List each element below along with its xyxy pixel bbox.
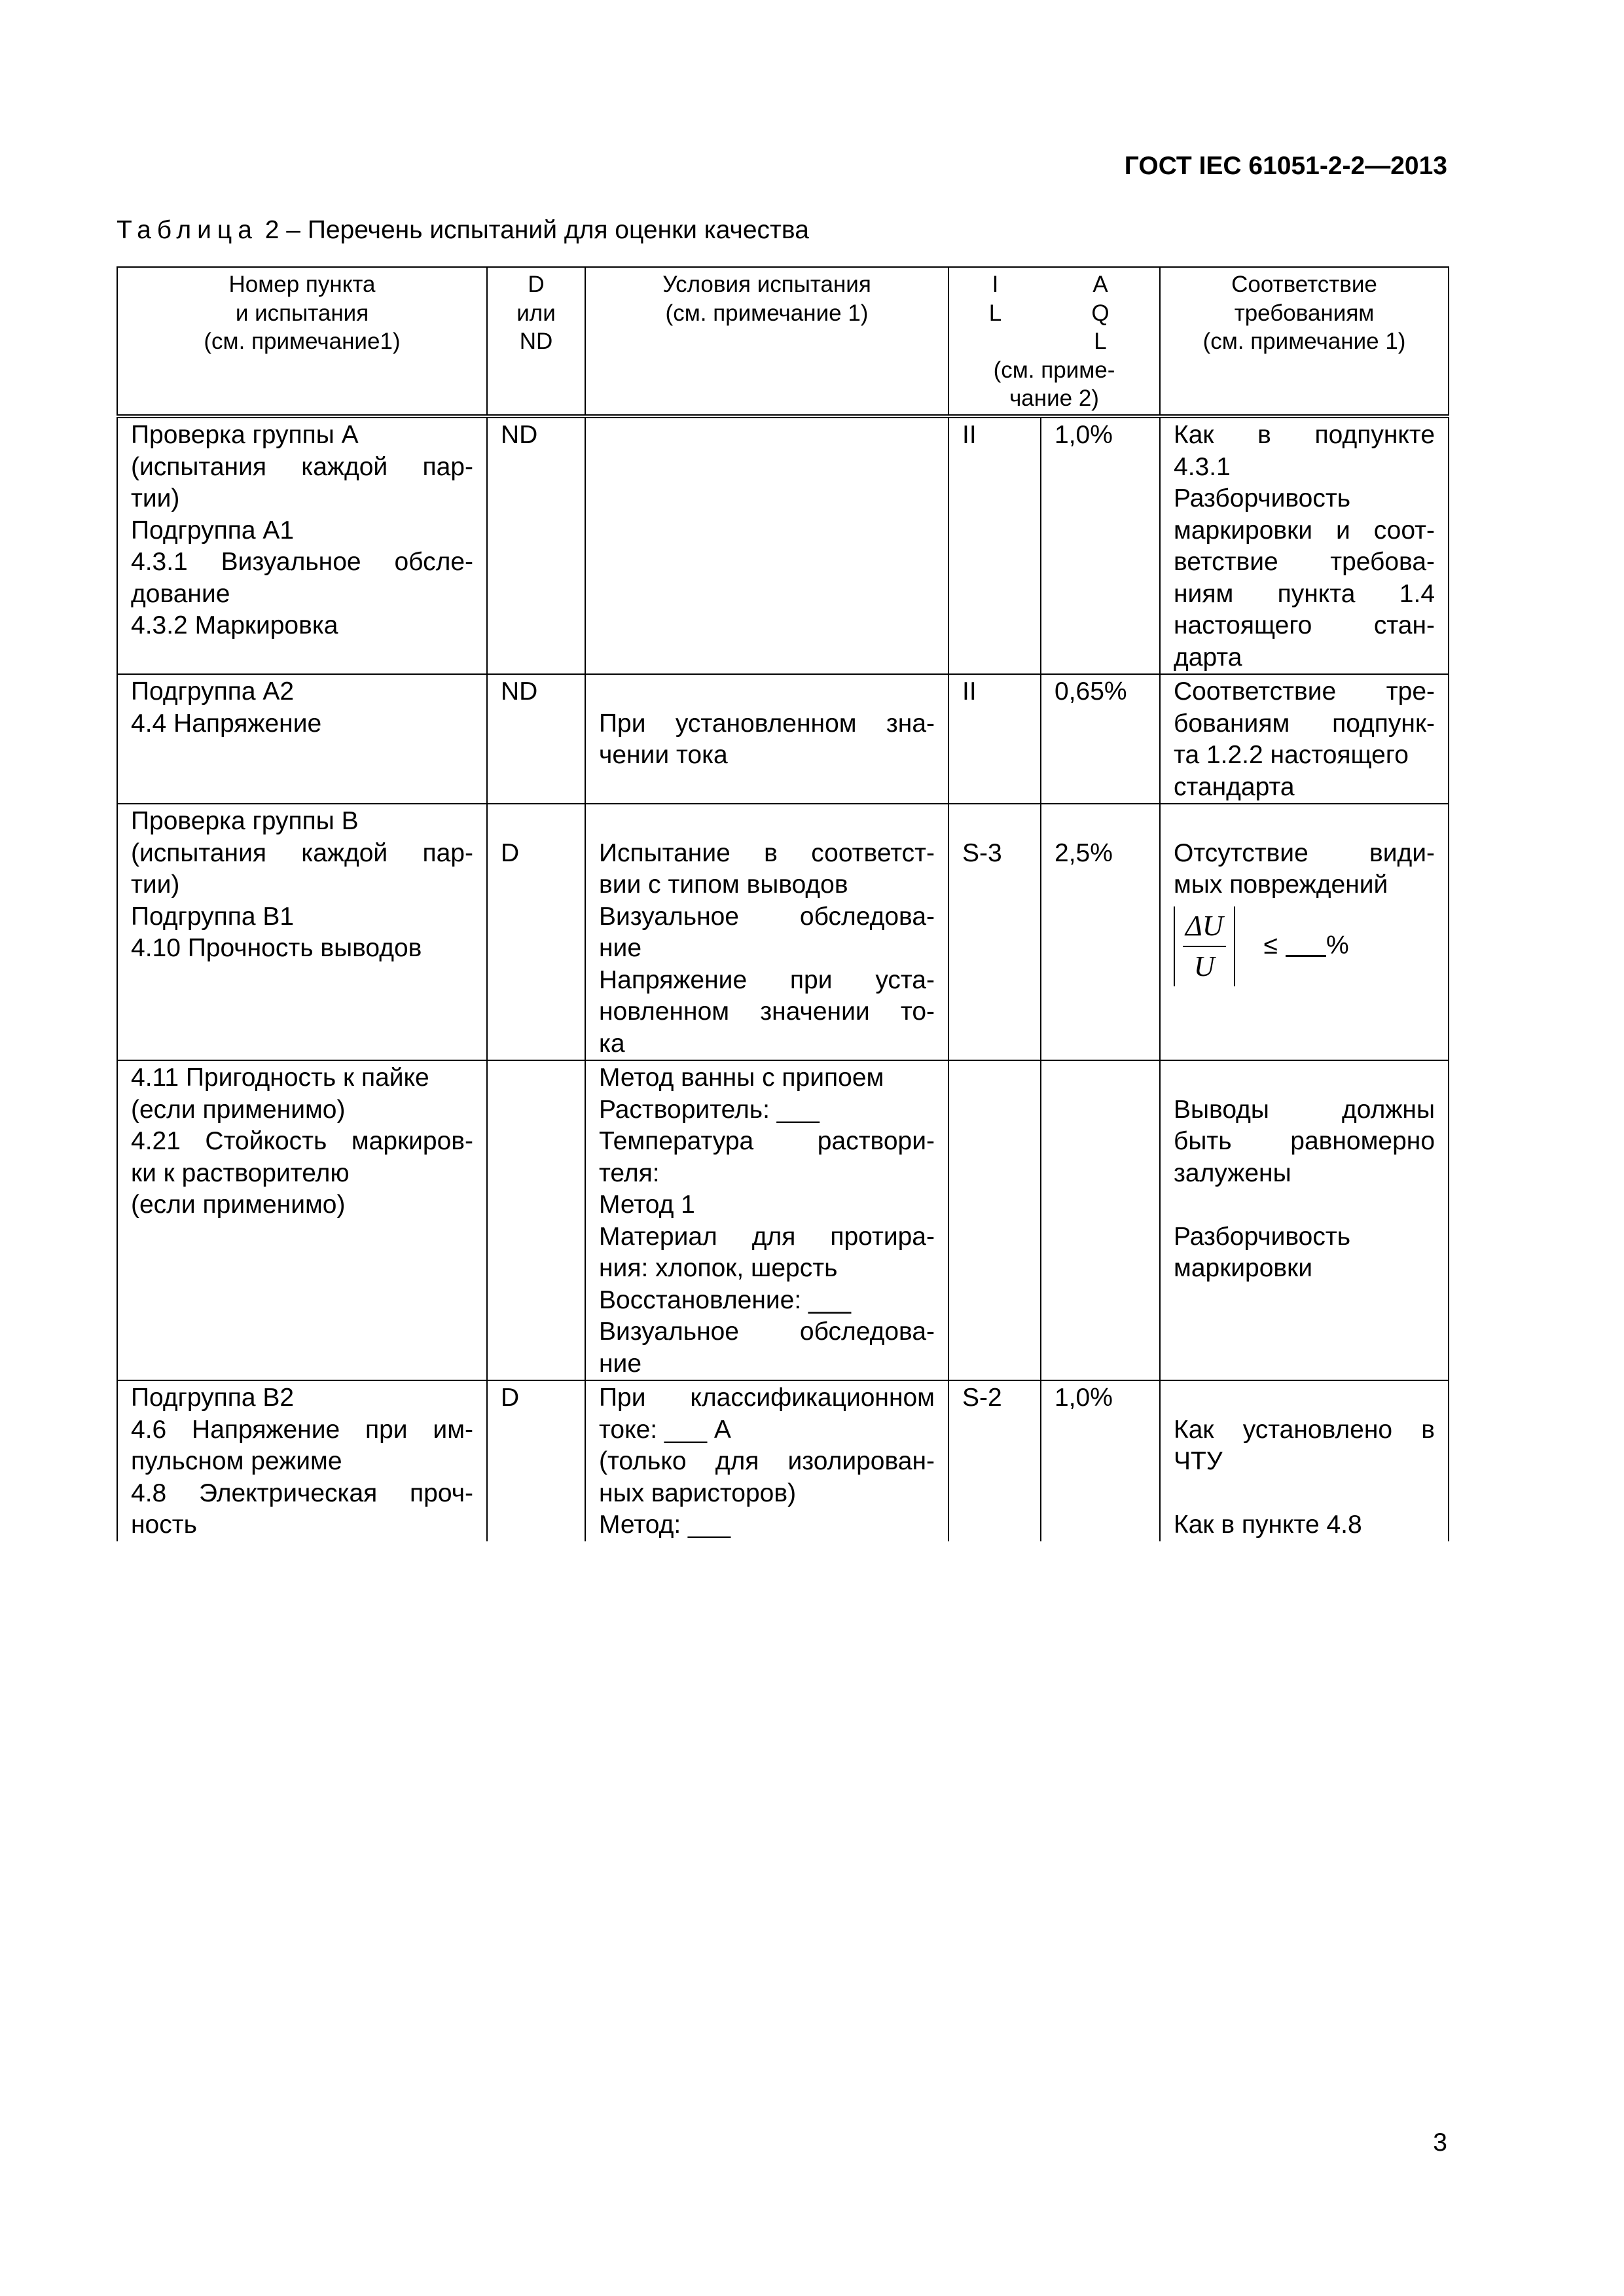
cell-line: При установленном зна- (599, 709, 935, 738)
cell-line: ных варисторов) (599, 1479, 797, 1507)
cell-line: ка (599, 1029, 625, 1058)
cell-compliance (1160, 674, 1449, 804)
cell-line: стандарта (1174, 772, 1295, 801)
cell-line: Испытание в соответст- (599, 838, 935, 867)
cell-line: Подгруппа А1 (131, 516, 295, 545)
cell-line: быть равномерно (1174, 1127, 1435, 1155)
cell-il: S-2 (948, 1380, 1041, 1541)
cell-conditions (585, 416, 948, 674)
cell-item (117, 804, 487, 1060)
cell-line: Материал для протира- (599, 1222, 935, 1251)
cell-aql (1041, 1060, 1160, 1380)
cell-line: дарта (1174, 643, 1242, 672)
cell-line: (испытания каждой пар- (131, 838, 473, 867)
cell-line: 2,5% (1055, 838, 1113, 867)
cell-line: Метод ванны с припоем (599, 1064, 884, 1092)
table-caption-label: Таблица (117, 216, 258, 244)
cell-d-nd: D (487, 1380, 585, 1541)
table-row (117, 416, 1449, 674)
cell-compliance (1160, 804, 1449, 1060)
cell-line: (если применимо) (131, 1191, 346, 1219)
header-line: (см. примечание 1) (665, 300, 869, 326)
cell-line: Визуальное обследова- (599, 902, 935, 931)
cell-line: Подгруппа А2 (131, 677, 295, 706)
cell-line: Проверка группы А (131, 421, 359, 449)
cell-item (117, 1060, 487, 1380)
cell-line: 4.8 Электрическая проч- (131, 1479, 473, 1507)
cell-line: Температура раствори- (599, 1127, 935, 1155)
cell-il (948, 1060, 1041, 1380)
header-line: требованиям (1234, 300, 1375, 326)
table-row (117, 674, 1449, 804)
page-header: ГОСТ IEC 61051-2-2—2013 (1124, 152, 1447, 180)
cell-aql: 1,0% (1041, 1380, 1160, 1541)
tests-table (117, 266, 1449, 1541)
cell-line: Метод: ___ (599, 1511, 731, 1539)
cell-conditions (585, 1060, 948, 1380)
header-il-aql (948, 267, 1160, 416)
cell-il (948, 804, 1041, 1060)
table-caption-number: 2 (264, 216, 280, 244)
cell-line: Отсутствие види- (1174, 838, 1435, 867)
cell-line: маркировки (1174, 1254, 1313, 1282)
cell-line: 4.11 Пригодность к пайке (131, 1064, 429, 1092)
cell-line: ние (599, 1349, 642, 1378)
table-header-row (117, 267, 1449, 416)
cell-d-nd: ND (487, 416, 585, 674)
cell-d-nd (487, 1060, 585, 1380)
cell-line: дование (131, 579, 230, 608)
header-line: и испытания (235, 300, 369, 326)
cell-line: Как установлено в (1174, 1415, 1435, 1444)
cell-line: бованиям подпунк- (1174, 709, 1435, 738)
header-line: или (516, 300, 556, 326)
page-number: 3 (1433, 2128, 1447, 2157)
cell-conditions (585, 1380, 948, 1541)
leq-sign: ≤ (1263, 931, 1278, 960)
cell-aql: 1,0% (1041, 416, 1160, 674)
cell-line: 4.10 Прочность выводов (131, 934, 422, 962)
fraction-denominator: U (1193, 950, 1215, 982)
table-row (117, 1060, 1449, 1380)
header-line: D (528, 272, 545, 297)
cell-line: ки к растворителю (131, 1158, 350, 1187)
cell-line: Соответствие тре- (1174, 677, 1435, 706)
cell-line: S-3 (962, 838, 1002, 867)
cell-line: (только для изолирован- (599, 1447, 935, 1475)
cell-line: маркировки и соот- (1174, 516, 1435, 545)
cell-line: Разборчивость (1174, 484, 1351, 512)
cell-line: ность (131, 1511, 197, 1539)
cell-line: ния: хлопок, шерсть (599, 1254, 838, 1282)
cell-line: вии с типом выводов (599, 870, 848, 899)
cell-line: (если применимо) (131, 1095, 346, 1124)
cell-line: та 1.2.2 настоящего (1174, 741, 1409, 769)
table-row (117, 804, 1449, 1060)
header-line: чание 2) (1009, 386, 1099, 411)
cell-line: Подгруппа В2 (131, 1384, 295, 1412)
cell-line: 4.4 Напряжение (131, 709, 322, 738)
cell-line: тии) (131, 870, 180, 899)
cell-line: Выводы должны (1174, 1095, 1435, 1124)
cell-line: Подгруппа В1 (131, 902, 295, 931)
header-line: L (988, 300, 1002, 326)
cell-line: Проверка группы В (131, 807, 359, 835)
header-line: ND (519, 329, 553, 354)
abs-fraction (1174, 906, 1235, 986)
cell-compliance (1160, 416, 1449, 674)
cell-line: 4.21 Стойкость маркиров- (131, 1127, 473, 1155)
cell-line: 4.3.1 Визуальное обсле- (131, 548, 473, 576)
cell-line: теля: (599, 1158, 660, 1187)
cell-line: Метод 1 (599, 1191, 695, 1219)
cell-line: 4.3.1 (1174, 452, 1231, 481)
cell-il: II (948, 416, 1041, 674)
cell-d-nd: ND (487, 674, 585, 804)
header-line: I (992, 272, 999, 297)
header-line: Q (1091, 300, 1110, 326)
delta-u-formula (1174, 906, 1435, 986)
cell-conditions (585, 674, 948, 804)
cell-compliance (1160, 1060, 1449, 1380)
cell-line: ниям пункта 1.4 (1174, 579, 1435, 608)
cell-line: Как в подпункте (1174, 421, 1435, 449)
cell-aql: 0,65% (1041, 674, 1160, 804)
header-il-aql-note (949, 356, 1159, 413)
cell-line: Как в пункте 4.8 (1174, 1511, 1362, 1539)
cell-line: новленном значении то- (599, 997, 935, 1026)
cell-line: пульсном режиме (131, 1447, 342, 1475)
cell-line: Восстановление: ___ (599, 1285, 852, 1314)
cell-line: Визуальное обследова- (599, 1318, 935, 1346)
cell-item (117, 1380, 487, 1541)
header-il (949, 270, 1041, 356)
table-row (117, 1380, 1449, 1541)
cell-line: залужены (1174, 1158, 1291, 1187)
cell-item (117, 416, 487, 674)
cell-line: Напряжение при уста- (599, 965, 935, 994)
header-line: Номер пункта (228, 272, 376, 297)
cell-line: настоящего стан- (1174, 611, 1435, 639)
cell-line: (испытания каждой пар- (131, 452, 473, 481)
cell-line: мых повреждений (1174, 870, 1388, 899)
cell-aql (1041, 804, 1160, 1060)
header-d-nd (487, 267, 585, 416)
header-line: Соответствие (1231, 272, 1377, 297)
cell-line: Разборчивость (1174, 1222, 1351, 1251)
cell-compliance (1160, 1380, 1449, 1541)
cell-line: ние (599, 934, 642, 962)
header-aql (1041, 270, 1159, 356)
table-caption (117, 216, 809, 245)
cell-line: токе: ___ А (599, 1415, 731, 1444)
header-line: L (1094, 329, 1107, 354)
fraction-numerator: ΔU (1183, 906, 1226, 947)
cell-item (117, 674, 487, 804)
cell-line: чении тока (599, 741, 728, 769)
cell-line: ветствие требова- (1174, 548, 1435, 576)
cell-conditions (585, 804, 948, 1060)
header-conditions (585, 267, 948, 416)
header-line: (см. приме- (993, 357, 1115, 383)
percent-sign: % (1326, 931, 1349, 960)
header-line: (см. примечание1) (204, 329, 401, 354)
cell-line: При классификационном (599, 1384, 935, 1412)
cell-line: 4.3.2 Маркировка (131, 611, 338, 639)
header-line: A (1092, 272, 1108, 297)
cell-line: тии) (131, 484, 180, 512)
header-line: Условия испытания (662, 272, 871, 297)
cell-il: II (948, 674, 1041, 804)
fill-in-blank (1286, 935, 1326, 957)
cell-line: 4.6 Напряжение при им- (131, 1415, 473, 1444)
header-line: (см. примечание 1) (1202, 329, 1406, 354)
cell-line: Растворитель: ___ (599, 1095, 820, 1124)
header-compliance (1160, 267, 1449, 416)
cell-line: D (501, 838, 520, 867)
table-caption-title: – Перечень испытаний для оценки качества (279, 216, 809, 244)
header-item-number (117, 267, 487, 416)
cell-line: ЧТУ (1174, 1447, 1223, 1475)
cell-d-nd (487, 804, 585, 1060)
